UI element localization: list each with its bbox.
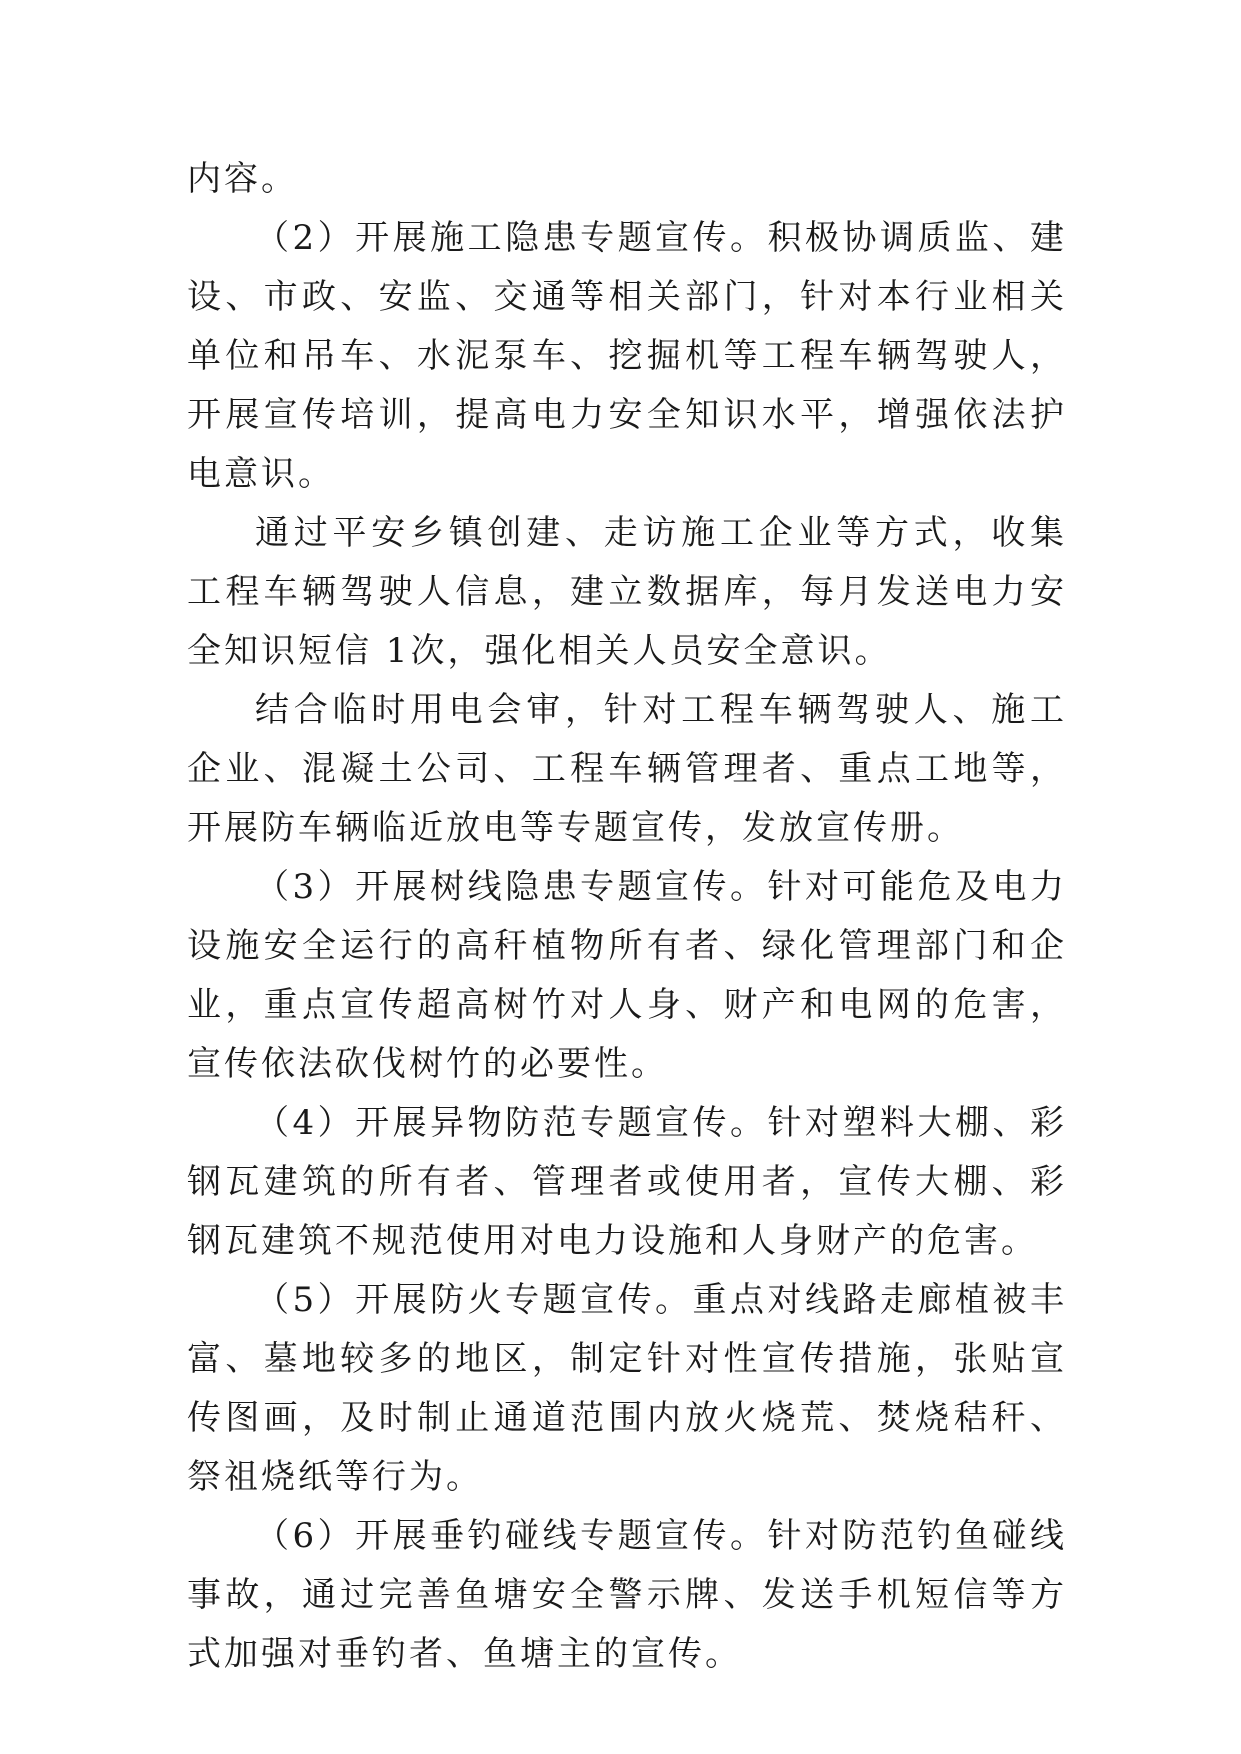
paragraph-construction-hazard: （2）开展施工隐患专题宣传。积极协调质监、建设、市政、安监、交通等相关部门，针对本行业相关单位和吊车、水泥泵车、挖掘机等工程车辆驾驶人，开展宣传培训，提高电力安全知识水平，增强依法护电意识。: [187, 218, 1067, 494]
paragraph-driver-database: 通过平安乡镇创建、走访施工企业等方式，收集工程车辆驾驶人信息，建立数据库，每月发送电力安全知识短信 1次，强化相关人员安全意识。: [187, 513, 1067, 671]
paragraph-temporary-power-review: 结合临时用电会审，针对工程车辆驾驶人、施工企业、混凝土公司、工程车辆管理者、重点工地等，开展防车辆临近放电等专题宣传，发放宣传册。: [187, 690, 1067, 848]
paragraph-foreign-object-prevention: （4）开展异物防范专题宣传。针对塑料大棚、彩钢瓦建筑的所有者、管理者或使用者，宣传大棚、彩钢瓦建筑不规范使用对电力设施和人身财产的危害。: [187, 1103, 1067, 1261]
paragraph-continuation: 内容。: [187, 159, 298, 199]
paragraph-tree-line-hazard: （3）开展树线隐患专题宣传。针对可能危及电力设施安全运行的高秆植物所有者、绿化管理部门和企业，重点宣传超高树竹对人身、财产和电网的危害，宣传依法砍伐树竹的必要性。: [187, 867, 1067, 1084]
document-body: [187, 150, 1067, 1684]
paragraph-fishing-line-contact: （6）开展垂钓碰线专题宣传。针对防范钓鱼碰线事故，通过完善鱼塘安全警示牌、发送手机短信等方式加强对垂钓者、鱼塘主的宣传。: [187, 1516, 1067, 1674]
paragraph-fire-prevention: （5）开展防火专题宣传。重点对线路走廊植被丰富、墓地较多的地区，制定针对性宣传措施，张贴宣传图画，及时制止通道范围内放火烧荒、焚烧秸秆、祭祖烧纸等行为。: [187, 1280, 1067, 1497]
